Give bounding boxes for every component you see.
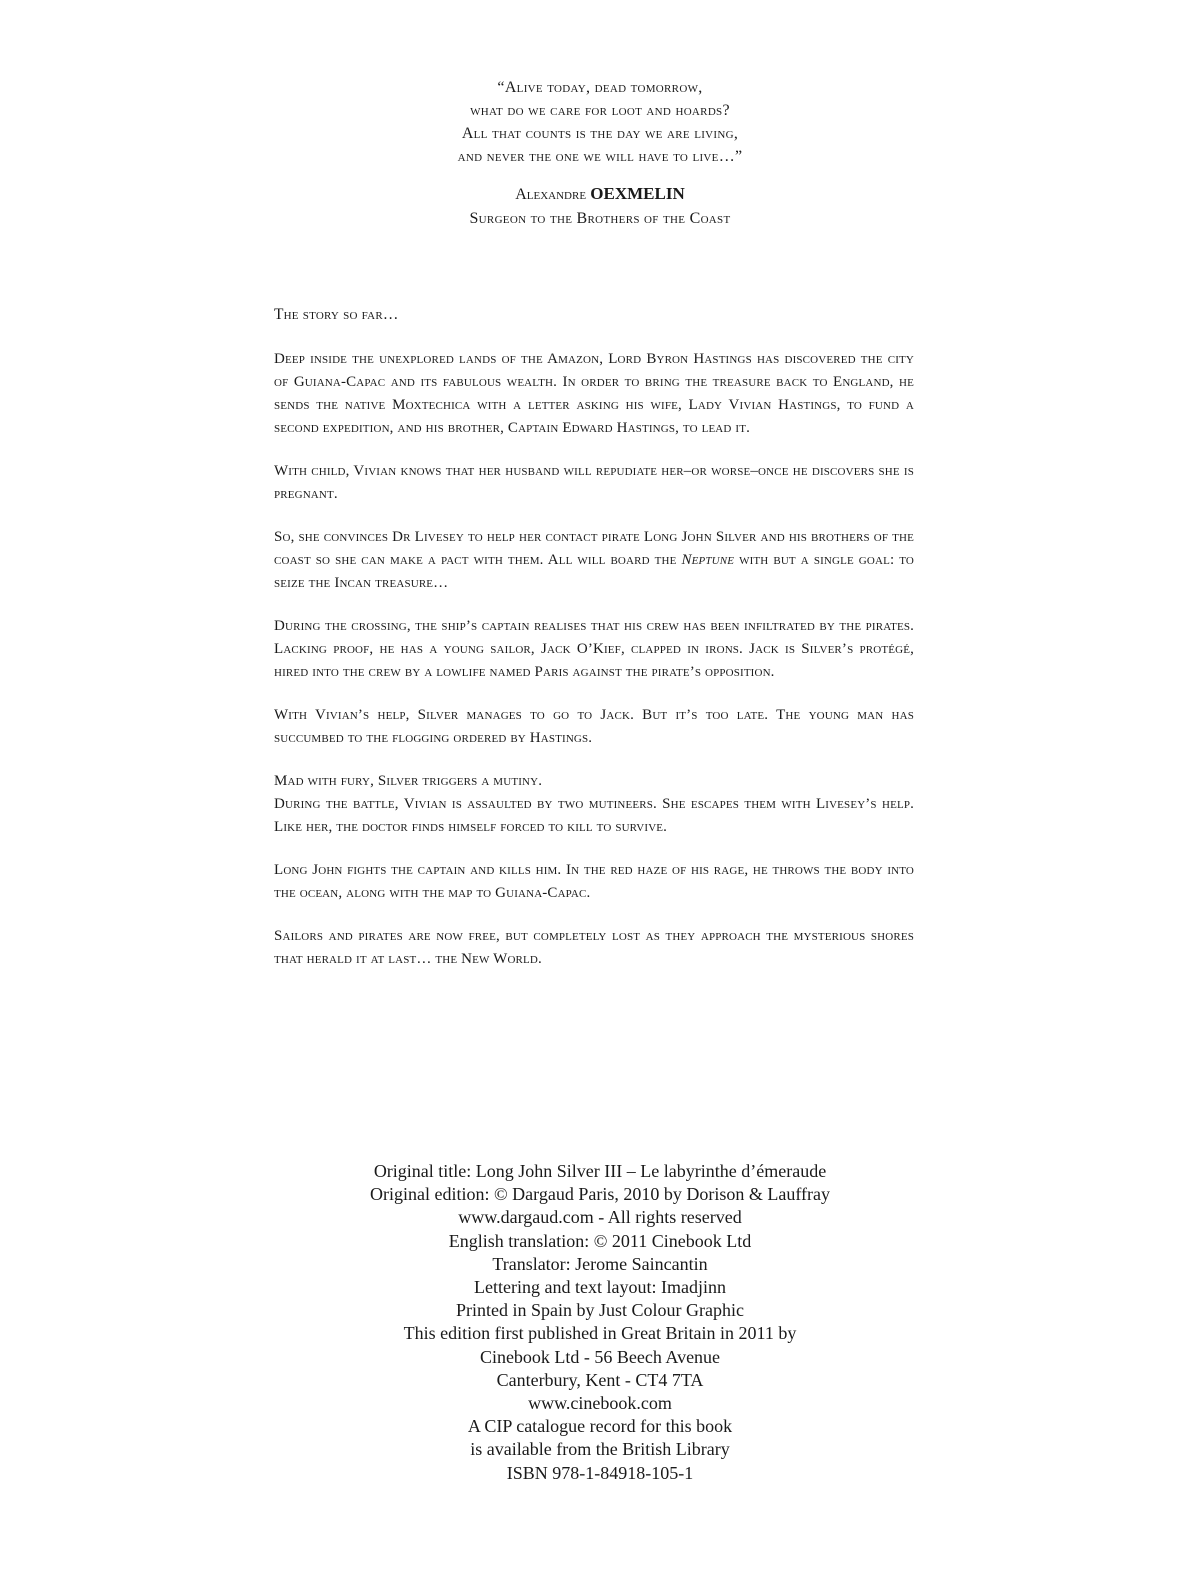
credit-line: Cinebook Ltd - 56 Beech Avenue xyxy=(479,1346,721,1367)
credit-line: Original title: Long John Silver III – Le labyrinthe d’émeraude xyxy=(373,1161,827,1181)
credit-line: Printed in Spain by Just Colour Graphic xyxy=(456,1300,744,1321)
quote-line: and never the one we will have to live…” xyxy=(457,148,743,165)
summary-paragraph: Sailors and pirates are now free, but completely lost as they approach the mysterious shores that herald it at last… the New World. xyxy=(274,928,914,967)
credit-line: Canterbury, Kent - CT4 7TA xyxy=(496,1369,704,1390)
credit-line: www.cinebook.com xyxy=(528,1393,672,1414)
summary-paragraph: During the crossing, the ship’s captain realises that his crew has been infiltrated by the pirates. Lacking proof, he has a young sailor, Jack O’Kief, clapped in irons. Jack is Silver’s protégé, hired into the crew by a lowlife named Paris against the pirate’s opposition. xyxy=(274,618,914,680)
publication-credits xyxy=(0,1160,1200,1485)
quote-line: “Alive today, dead tomorrow, xyxy=(497,79,703,96)
credit-line: ISBN 978-1-84918-105-1 xyxy=(506,1462,694,1483)
quote-author xyxy=(0,182,1200,207)
credit-line: English translation: © 2011 Cinebook Ltd xyxy=(448,1230,752,1251)
summary-heading: The story so far… xyxy=(274,306,399,323)
paragraph-text: with but a single goal: to seize the Incan treasure… xyxy=(274,552,915,591)
summary-paragraph xyxy=(274,770,914,839)
summary-paragraph xyxy=(274,526,914,595)
credit-line: A CIP catalogue record for this book xyxy=(467,1416,733,1437)
author-role: Surgeon to the Brothers of the Coast xyxy=(469,210,731,227)
ship-name: Neptune xyxy=(681,552,735,568)
author-first-name: Alexandre xyxy=(515,186,587,203)
paragraph-line: During the battle, Vivian is assaulted by two mutineers. She escapes them with Livesey’s help. Like her, the doctor finds himself forced to kill to survive. xyxy=(274,796,914,835)
summary-paragraph: Long John fights the captain and kills him. In the red haze of his rage, he throws the body into the ocean, along with the map to Guiana-Capac. xyxy=(274,862,914,901)
story-summary xyxy=(274,303,914,991)
paragraph-line: Mad with fury, Silver triggers a mutiny. xyxy=(274,773,543,789)
author-last-name: OEXMELIN xyxy=(590,184,685,203)
credit-line: Original edition: © Dargaud Paris, 2010 by Dorison & Lauffray xyxy=(370,1184,830,1205)
summary-paragraph: With Vivian’s help, Silver manages to go to Jack. But it’s too late. The young man has succumbed to the flogging ordered by Hastings. xyxy=(274,707,914,746)
credit-line: Lettering and text layout: Imadjinn xyxy=(474,1277,726,1298)
paragraph-text: So, she convinces Dr Livesey to help her contact pirate Long John Silver and his brothers of the coast so she can make a pact with them. All will board the xyxy=(274,529,914,568)
credit-line: www.dargaud.com - All rights reserved xyxy=(458,1207,742,1228)
credit-line: Translator: Jerome Saincantin xyxy=(492,1253,708,1274)
quote-line: what do we care for loot and hoards? xyxy=(470,102,730,119)
epigraph xyxy=(0,76,1200,230)
credit-line: This edition first published in Great Britain in 2011 by xyxy=(403,1323,797,1344)
quote-line: All that counts is the day we are living, xyxy=(461,125,739,142)
credit-line: is available from the British Library xyxy=(470,1439,730,1460)
summary-paragraph: With child, Vivian knows that her husband will repudiate her–or worse–once he discovers she is pregnant. xyxy=(274,463,914,502)
summary-paragraph: Deep inside the unexplored lands of the Amazon, Lord Byron Hastings has discovered the city of Guiana-Capac and its fabulous wealth. In order to bring the treasure back to England, he sends the native Moxtechica with a letter asking his wife, Lady Vivian Hastings, to fund a second expedition, and his brother, Captain Edward Hastings, to lead it. xyxy=(274,351,914,436)
